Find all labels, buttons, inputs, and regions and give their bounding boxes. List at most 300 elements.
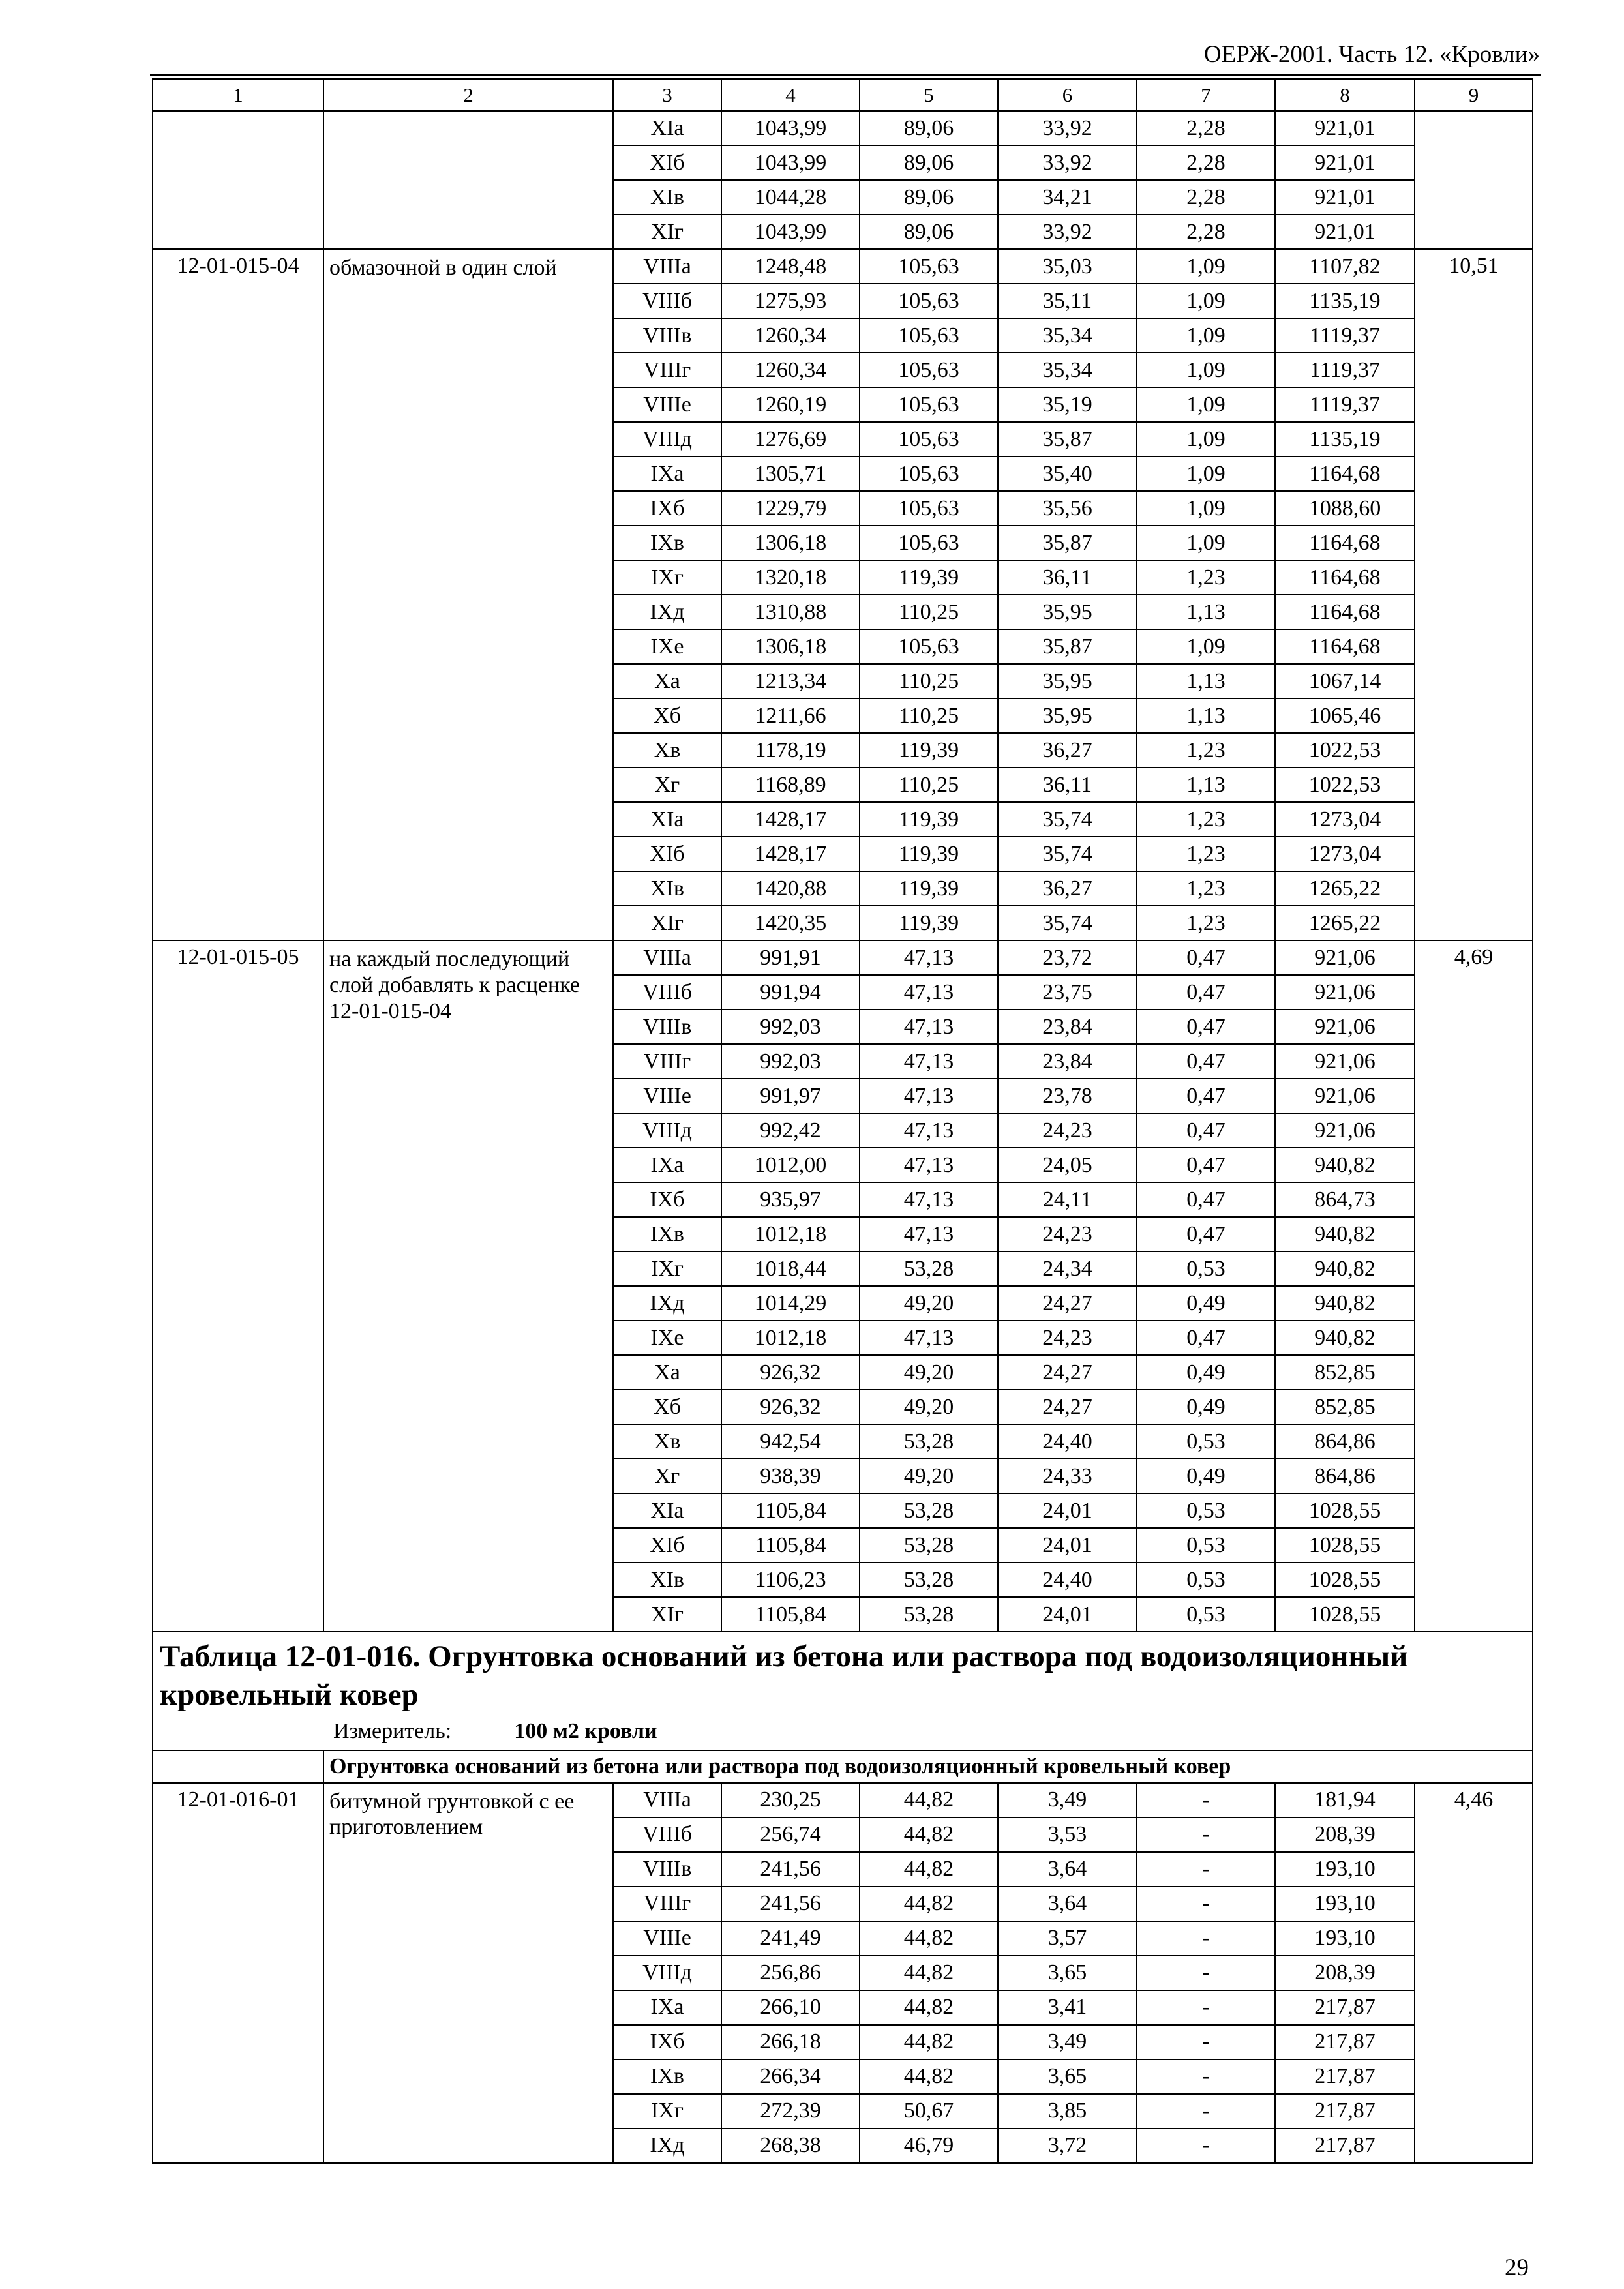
machines-cost: 24,27 — [998, 1355, 1137, 1390]
machine-operator-wages: 2,28 — [1137, 180, 1275, 215]
materials-cost: 852,85 — [1275, 1390, 1415, 1424]
materials-cost: 1119,37 — [1275, 318, 1415, 353]
total-cost: 241,56 — [721, 1887, 860, 1921]
zone-code: XIв — [613, 180, 721, 215]
machines-cost: 35,74 — [998, 837, 1137, 871]
machines-cost: 35,74 — [998, 802, 1137, 837]
rate-code: 12-01-016-01 — [153, 1783, 323, 2163]
total-cost: 992,03 — [721, 1010, 860, 1044]
machines-cost: 35,87 — [998, 629, 1137, 664]
machines-cost: 35,87 — [998, 422, 1137, 456]
wages: 110,25 — [860, 768, 998, 802]
total-cost: 1012,00 — [721, 1148, 860, 1182]
machines-cost: 35,40 — [998, 456, 1137, 491]
materials-cost: 1265,22 — [1275, 871, 1415, 906]
total-cost: 268,38 — [721, 2129, 860, 2163]
zone-code: XIг — [613, 1597, 721, 1632]
materials-cost: 1028,55 — [1275, 1563, 1415, 1597]
wages: 44,82 — [860, 2025, 998, 2059]
total-cost: 1275,93 — [721, 284, 860, 318]
zone-code: VIIIб — [613, 284, 721, 318]
wages: 89,06 — [860, 215, 998, 249]
column-number: 7 — [1137, 79, 1275, 111]
wages: 53,28 — [860, 1563, 998, 1597]
machines-cost: 3,65 — [998, 2059, 1137, 2094]
zone-code: VIIIв — [613, 1852, 721, 1887]
machines-cost: 34,21 — [998, 180, 1137, 215]
total-cost: 272,39 — [721, 2094, 860, 2129]
zone-code: XIг — [613, 215, 721, 249]
zone-code: VIIIв — [613, 318, 721, 353]
machine-operator-wages: 1,13 — [1137, 768, 1275, 802]
machines-cost: 24,01 — [998, 1493, 1137, 1528]
wages: 119,39 — [860, 871, 998, 906]
table-row — [153, 1783, 1533, 1818]
wages: 47,13 — [860, 1079, 998, 1113]
machine-operator-wages: 0,47 — [1137, 1217, 1275, 1251]
subheading-row — [153, 1750, 1533, 1783]
machine-operator-wages: 0,47 — [1137, 1010, 1275, 1044]
wages: 49,20 — [860, 1286, 998, 1321]
machine-operator-wages: 1,09 — [1137, 249, 1275, 284]
zone-code: VIIIв — [613, 1010, 721, 1044]
materials-cost: 921,06 — [1275, 1010, 1415, 1044]
machine-operator-wages: 0,47 — [1137, 1148, 1275, 1182]
machines-cost: 3,72 — [998, 2129, 1137, 2163]
materials-cost: 940,82 — [1275, 1251, 1415, 1286]
zone-code: IXг — [613, 2094, 721, 2129]
total-cost: 1428,17 — [721, 802, 860, 837]
machine-operator-wages: 0,49 — [1137, 1390, 1275, 1424]
machine-operator-wages: 1,23 — [1137, 733, 1275, 768]
wages: 105,63 — [860, 249, 998, 284]
column-number: 3 — [613, 79, 721, 111]
total-cost: 992,42 — [721, 1113, 860, 1148]
materials-cost: 864,86 — [1275, 1424, 1415, 1459]
materials-cost: 1135,19 — [1275, 284, 1415, 318]
zone-code: IXа — [613, 1148, 721, 1182]
machines-cost: 3,64 — [998, 1887, 1137, 1921]
zone-code: Xа — [613, 1355, 721, 1390]
column-number: 5 — [860, 79, 998, 111]
zone-code: IXд — [613, 1286, 721, 1321]
total-cost: 241,49 — [721, 1921, 860, 1956]
materials-cost: 940,82 — [1275, 1321, 1415, 1355]
materials-cost: 208,39 — [1275, 1818, 1415, 1852]
machine-operator-wages: 1,13 — [1137, 698, 1275, 733]
wages: 47,13 — [860, 1182, 998, 1217]
total-cost: 1012,18 — [721, 1217, 860, 1251]
materials-cost: 1088,60 — [1275, 491, 1415, 526]
machine-operator-wages: 0,47 — [1137, 940, 1275, 975]
subheading-spacer — [153, 1750, 323, 1783]
machine-operator-wages: 0,47 — [1137, 1079, 1275, 1113]
rate-index — [1415, 111, 1533, 249]
materials-cost: 217,87 — [1275, 2129, 1415, 2163]
wages: 47,13 — [860, 1321, 998, 1355]
section-title: Таблица 12-01-016. Огрунтовка оснований из бетона или раствора под водоизоляционный кровельный ковер — [160, 1639, 1408, 1712]
materials-cost: 1164,68 — [1275, 560, 1415, 595]
total-cost: 1044,28 — [721, 180, 860, 215]
wages: 49,20 — [860, 1459, 998, 1493]
rate-description: битумной грунтовкой с ее приготовлением — [323, 1783, 613, 2163]
total-cost: 256,74 — [721, 1818, 860, 1852]
machine-operator-wages: 1,09 — [1137, 318, 1275, 353]
machine-operator-wages: 1,23 — [1137, 560, 1275, 595]
materials-cost: 921,06 — [1275, 1044, 1415, 1079]
wages: 44,82 — [860, 1783, 998, 1818]
column-number: 4 — [721, 79, 860, 111]
meter-value: 100 м2 кровли — [514, 1718, 657, 1743]
wages: 119,39 — [860, 906, 998, 940]
machine-operator-wages: - — [1137, 2025, 1275, 2059]
rate-index: 10,51 — [1415, 249, 1533, 940]
materials-cost: 208,39 — [1275, 1956, 1415, 1990]
wages: 46,79 — [860, 2129, 998, 2163]
total-cost: 1248,48 — [721, 249, 860, 284]
machines-cost: 24,01 — [998, 1528, 1137, 1563]
total-cost: 1306,18 — [721, 526, 860, 560]
materials-cost: 193,10 — [1275, 1921, 1415, 1956]
materials-cost: 864,86 — [1275, 1459, 1415, 1493]
materials-cost: 1273,04 — [1275, 802, 1415, 837]
total-cost: 241,56 — [721, 1852, 860, 1887]
total-cost: 1310,88 — [721, 595, 860, 629]
machine-operator-wages: 1,09 — [1137, 353, 1275, 387]
wages: 44,82 — [860, 2059, 998, 2094]
wages: 110,25 — [860, 595, 998, 629]
materials-cost: 1265,22 — [1275, 906, 1415, 940]
materials-cost: 921,01 — [1275, 145, 1415, 180]
total-cost: 926,32 — [721, 1355, 860, 1390]
materials-cost: 940,82 — [1275, 1286, 1415, 1321]
zone-code: VIIIа — [613, 249, 721, 284]
machines-cost: 24,05 — [998, 1148, 1137, 1182]
wages: 49,20 — [860, 1355, 998, 1390]
wages: 105,63 — [860, 353, 998, 387]
total-cost: 230,25 — [721, 1783, 860, 1818]
machine-operator-wages: 0,49 — [1137, 1286, 1275, 1321]
machine-operator-wages: 1,09 — [1137, 387, 1275, 422]
wages: 47,13 — [860, 1217, 998, 1251]
machines-cost: 3,49 — [998, 2025, 1137, 2059]
machines-cost: 24,27 — [998, 1286, 1137, 1321]
zone-code: VIIIа — [613, 1783, 721, 1818]
machines-cost: 35,95 — [998, 664, 1137, 698]
zone-code: VIIIе — [613, 1079, 721, 1113]
machine-operator-wages: - — [1137, 1956, 1275, 1990]
total-cost: 1260,34 — [721, 318, 860, 353]
materials-cost: 1028,55 — [1275, 1597, 1415, 1632]
total-cost: 1260,19 — [721, 387, 860, 422]
machine-operator-wages: 1,23 — [1137, 906, 1275, 940]
materials-cost: 1028,55 — [1275, 1493, 1415, 1528]
materials-cost: 193,10 — [1275, 1852, 1415, 1887]
machines-cost: 36,27 — [998, 733, 1137, 768]
zone-code: VIIIа — [613, 940, 721, 975]
machines-cost: 3,41 — [998, 1990, 1137, 2025]
machine-operator-wages: - — [1137, 2129, 1275, 2163]
column-number: 8 — [1275, 79, 1415, 111]
machines-cost: 24,11 — [998, 1182, 1137, 1217]
materials-cost: 921,06 — [1275, 1113, 1415, 1148]
wages: 44,82 — [860, 1956, 998, 1990]
total-cost: 1105,84 — [721, 1528, 860, 1563]
machines-cost: 36,11 — [998, 768, 1137, 802]
machine-operator-wages: 1,23 — [1137, 837, 1275, 871]
machine-operator-wages: - — [1137, 1921, 1275, 1956]
materials-cost: 1119,37 — [1275, 353, 1415, 387]
wages: 47,13 — [860, 1044, 998, 1079]
machine-operator-wages: 0,53 — [1137, 1251, 1275, 1286]
zone-code: XIб — [613, 1528, 721, 1563]
machine-operator-wages: 1,09 — [1137, 456, 1275, 491]
materials-cost: 217,87 — [1275, 1990, 1415, 2025]
machines-cost: 23,84 — [998, 1010, 1137, 1044]
materials-cost: 1022,53 — [1275, 733, 1415, 768]
zone-code: VIIIб — [613, 975, 721, 1010]
rate-index: 4,69 — [1415, 940, 1533, 1632]
zone-code: VIIIд — [613, 1113, 721, 1148]
machine-operator-wages: - — [1137, 1818, 1275, 1852]
total-cost: 1018,44 — [721, 1251, 860, 1286]
machine-operator-wages: 0,49 — [1137, 1355, 1275, 1390]
machine-operator-wages: 0,47 — [1137, 1321, 1275, 1355]
machine-operator-wages: 1,23 — [1137, 802, 1275, 837]
total-cost: 1043,99 — [721, 145, 860, 180]
machine-operator-wages: 0,49 — [1137, 1459, 1275, 1493]
machines-cost: 24,27 — [998, 1390, 1137, 1424]
zone-code: Xб — [613, 698, 721, 733]
page-number: 29 — [1505, 2254, 1529, 2281]
materials-cost: 1135,19 — [1275, 422, 1415, 456]
wages: 105,63 — [860, 422, 998, 456]
machine-operator-wages: - — [1137, 1887, 1275, 1921]
rate-description: обмазочной в один слой — [323, 249, 613, 940]
rate-index: 4,46 — [1415, 1783, 1533, 2163]
column-number-row — [153, 79, 1533, 111]
total-cost: 1211,66 — [721, 698, 860, 733]
zone-code: XIг — [613, 906, 721, 940]
machines-cost: 3,53 — [998, 1818, 1137, 1852]
materials-cost: 1067,14 — [1275, 664, 1415, 698]
machine-operator-wages: - — [1137, 2094, 1275, 2129]
machine-operator-wages: 0,53 — [1137, 1597, 1275, 1632]
zone-code: Xа — [613, 664, 721, 698]
wages: 105,63 — [860, 318, 998, 353]
machine-operator-wages: 1,09 — [1137, 284, 1275, 318]
rate-description: на каждый последующий слой добавлять к расценке 12-01-015-04 — [323, 940, 613, 1632]
materials-cost: 940,82 — [1275, 1217, 1415, 1251]
materials-cost: 1119,37 — [1275, 387, 1415, 422]
total-cost: 991,94 — [721, 975, 860, 1010]
materials-cost: 217,87 — [1275, 2025, 1415, 2059]
section-heading — [153, 1632, 1533, 1750]
machine-operator-wages: 0,53 — [1137, 1424, 1275, 1459]
machine-operator-wages: 1,09 — [1137, 491, 1275, 526]
machine-operator-wages: 0,47 — [1137, 1113, 1275, 1148]
zone-code: XIв — [613, 1563, 721, 1597]
zone-code: VIIIе — [613, 1921, 721, 1956]
wages: 50,67 — [860, 2094, 998, 2129]
wages: 44,82 — [860, 1818, 998, 1852]
wages: 105,63 — [860, 526, 998, 560]
materials-cost: 1273,04 — [1275, 837, 1415, 871]
machine-operator-wages: - — [1137, 1852, 1275, 1887]
wages: 44,82 — [860, 1852, 998, 1887]
machines-cost: 23,78 — [998, 1079, 1137, 1113]
zone-code: XIб — [613, 145, 721, 180]
section-heading-row — [153, 1632, 1533, 1750]
total-cost: 1168,89 — [721, 768, 860, 802]
machines-cost: 24,23 — [998, 1113, 1137, 1148]
materials-cost: 1022,53 — [1275, 768, 1415, 802]
materials-cost: 1164,68 — [1275, 526, 1415, 560]
total-cost: 266,34 — [721, 2059, 860, 2094]
wages: 119,39 — [860, 733, 998, 768]
materials-cost: 1164,68 — [1275, 629, 1415, 664]
wages: 47,13 — [860, 1010, 998, 1044]
zone-code: VIIIг — [613, 1044, 721, 1079]
machines-cost: 35,95 — [998, 595, 1137, 629]
total-cost: 266,18 — [721, 2025, 860, 2059]
machines-cost: 23,72 — [998, 940, 1137, 975]
zone-code: VIIIг — [613, 353, 721, 387]
rate-code: 12-01-015-04 — [153, 249, 323, 940]
rate-code — [153, 111, 323, 249]
total-cost: 991,91 — [721, 940, 860, 975]
materials-cost: 921,01 — [1275, 215, 1415, 249]
wages: 105,63 — [860, 456, 998, 491]
machine-operator-wages: 1,09 — [1137, 629, 1275, 664]
machines-cost: 24,34 — [998, 1251, 1137, 1286]
wages: 53,28 — [860, 1424, 998, 1459]
total-cost: 1012,18 — [721, 1321, 860, 1355]
zone-code: XIв — [613, 871, 721, 906]
materials-cost: 921,01 — [1275, 180, 1415, 215]
wages: 53,28 — [860, 1493, 998, 1528]
total-cost: 938,39 — [721, 1459, 860, 1493]
zone-code: XIа — [613, 802, 721, 837]
materials-cost: 864,73 — [1275, 1182, 1415, 1217]
machines-cost: 3,49 — [998, 1783, 1137, 1818]
machine-operator-wages: 1,13 — [1137, 664, 1275, 698]
wages: 44,82 — [860, 1990, 998, 2025]
zone-code: XIа — [613, 111, 721, 145]
total-cost: 1014,29 — [721, 1286, 860, 1321]
machine-operator-wages: 1,13 — [1137, 595, 1275, 629]
machines-cost: 35,34 — [998, 318, 1137, 353]
column-number: 9 — [1415, 79, 1533, 111]
zone-code: IXб — [613, 2025, 721, 2059]
machine-operator-wages: 2,28 — [1137, 215, 1275, 249]
machines-cost: 24,40 — [998, 1563, 1137, 1597]
machines-cost: 3,85 — [998, 2094, 1137, 2129]
machines-cost: 3,57 — [998, 1921, 1137, 1956]
column-number: 2 — [323, 79, 613, 111]
materials-cost: 1164,68 — [1275, 456, 1415, 491]
machines-cost: 35,11 — [998, 284, 1137, 318]
zone-code: IXб — [613, 1182, 721, 1217]
machine-operator-wages: - — [1137, 1783, 1275, 1818]
column-number: 6 — [998, 79, 1137, 111]
zone-code: IXв — [613, 1217, 721, 1251]
wages: 110,25 — [860, 664, 998, 698]
header-rule — [150, 74, 1541, 76]
zone-code: IXе — [613, 629, 721, 664]
wages: 89,06 — [860, 145, 998, 180]
total-cost: 935,97 — [721, 1182, 860, 1217]
wages: 47,13 — [860, 975, 998, 1010]
wages: 53,28 — [860, 1528, 998, 1563]
machine-operator-wages: 0,47 — [1137, 1044, 1275, 1079]
total-cost: 1105,84 — [721, 1493, 860, 1528]
zone-code: Xг — [613, 1459, 721, 1493]
wages: 44,82 — [860, 1921, 998, 1956]
wages: 44,82 — [860, 1887, 998, 1921]
zone-code: VIIIд — [613, 1956, 721, 1990]
zone-code: IXв — [613, 526, 721, 560]
wages: 105,63 — [860, 629, 998, 664]
total-cost: 991,97 — [721, 1079, 860, 1113]
table-row — [153, 249, 1533, 284]
zone-code: IXг — [613, 560, 721, 595]
section-meter — [160, 1717, 1532, 1746]
machines-cost: 23,84 — [998, 1044, 1137, 1079]
materials-cost: 193,10 — [1275, 1887, 1415, 1921]
running-header: ОЕРЖ-2001. Часть 12. «Кровли» — [1203, 41, 1540, 68]
total-cost: 1043,99 — [721, 111, 860, 145]
machine-operator-wages: 2,28 — [1137, 111, 1275, 145]
materials-cost: 217,87 — [1275, 2059, 1415, 2094]
machines-cost: 3,65 — [998, 1956, 1137, 1990]
zone-code: Xв — [613, 1424, 721, 1459]
total-cost: 1043,99 — [721, 215, 860, 249]
machines-cost: 24,40 — [998, 1424, 1137, 1459]
rate-code: 12-01-015-05 — [153, 940, 323, 1632]
machines-cost: 36,11 — [998, 560, 1137, 595]
wages: 119,39 — [860, 802, 998, 837]
machines-cost: 35,19 — [998, 387, 1137, 422]
materials-cost: 1107,82 — [1275, 249, 1415, 284]
section-subheading: Огрунтовка оснований из бетона или раствора под водоизоляционный кровельный ковер — [323, 1750, 1533, 1783]
zone-code: IXв — [613, 2059, 721, 2094]
wages: 49,20 — [860, 1390, 998, 1424]
total-cost: 1305,71 — [721, 456, 860, 491]
total-cost: 256,86 — [721, 1956, 860, 1990]
machines-cost: 35,95 — [998, 698, 1137, 733]
total-cost: 1229,79 — [721, 491, 860, 526]
zone-code: IXа — [613, 456, 721, 491]
wages: 89,06 — [860, 180, 998, 215]
wages: 47,13 — [860, 1113, 998, 1148]
wages: 47,13 — [860, 1148, 998, 1182]
machines-cost: 35,56 — [998, 491, 1137, 526]
materials-cost: 1028,55 — [1275, 1528, 1415, 1563]
machines-cost: 35,87 — [998, 526, 1137, 560]
zone-code: VIIIг — [613, 1887, 721, 1921]
machines-cost: 3,64 — [998, 1852, 1137, 1887]
machines-cost: 33,92 — [998, 111, 1137, 145]
table-row — [153, 940, 1533, 975]
materials-cost: 1164,68 — [1275, 595, 1415, 629]
zone-code: VIIIб — [613, 1818, 721, 1852]
total-cost: 1420,35 — [721, 906, 860, 940]
machine-operator-wages: 0,47 — [1137, 975, 1275, 1010]
total-cost: 1178,19 — [721, 733, 860, 768]
zone-code: IXе — [613, 1321, 721, 1355]
machine-operator-wages: - — [1137, 1990, 1275, 2025]
